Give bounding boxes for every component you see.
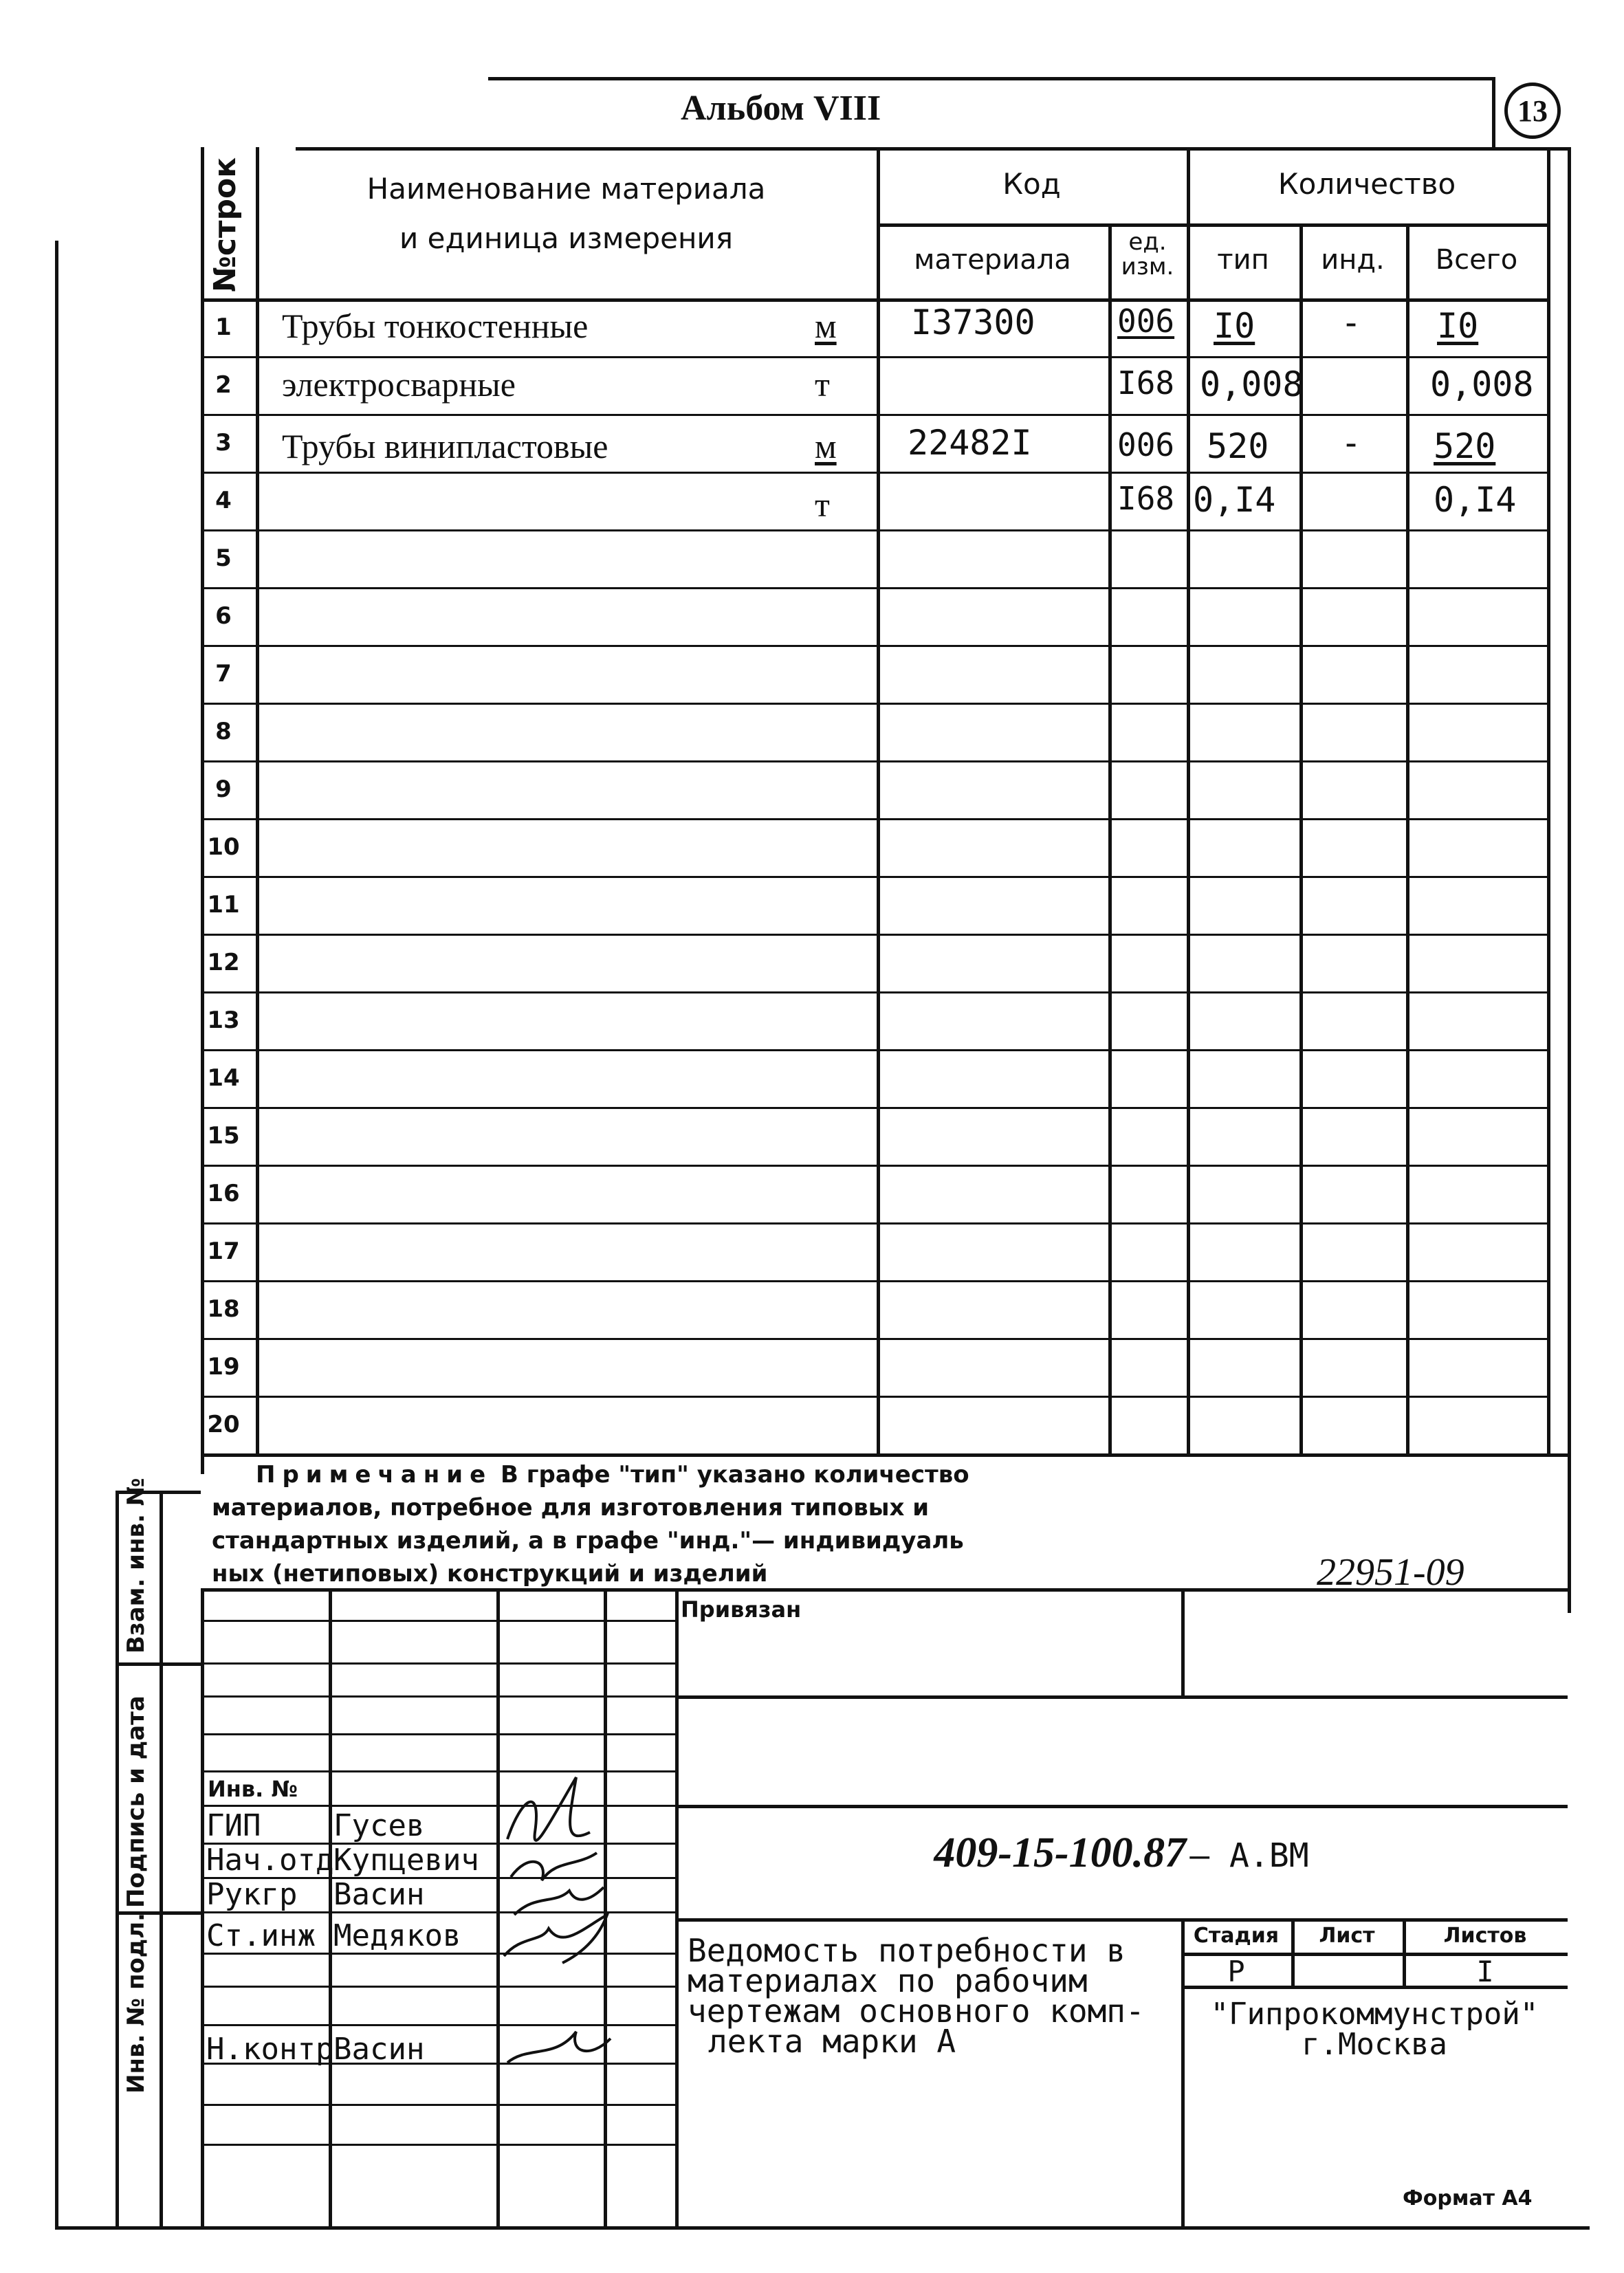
stage-label: Стадия [1193, 1924, 1280, 1948]
side-label-vzam: Взам. инв. № [122, 1478, 150, 1654]
tb-row-line [201, 2144, 675, 2146]
table-row-3-typ: 520 [1207, 426, 1269, 466]
col-code-divider [1187, 147, 1190, 1453]
table-row-line [201, 1049, 1547, 1051]
table-row-1-unit: м [815, 307, 837, 345]
tb-privyazan-bottom [675, 1695, 1568, 1699]
signer-row [206, 1918, 461, 1953]
col-material-divider [1108, 223, 1112, 1453]
inv-no-label: Инв. № [208, 1776, 298, 1802]
note-text-2: материалов, потребное для изготовления типовых и [212, 1494, 930, 1522]
note-text-3: стандартных изделий, а в графе "инд."— индивидуаль [212, 1527, 964, 1555]
signature-rukgr [514, 1887, 604, 1915]
tb-left-border [201, 1588, 204, 2226]
note-text-1: В графе "тип" указано количество [500, 1461, 969, 1489]
table-row-4-typ: 0,I4 [1193, 480, 1276, 520]
title-block-top-line [201, 1588, 1568, 1592]
sheet-number-circle [1504, 83, 1561, 139]
table-row-line [201, 1338, 1547, 1340]
table-row-line [201, 876, 1547, 878]
table-row-line [201, 645, 1547, 647]
note-label: Примечание [256, 1461, 493, 1489]
header-subdivider [877, 223, 1547, 227]
table-row-2-name: электросварные [282, 365, 516, 404]
table-row-line [201, 298, 1547, 302]
signer-role: Ст.инж [206, 1918, 316, 1953]
table-row-line [201, 1280, 1547, 1282]
header-top-line [488, 77, 1492, 80]
table-row-number: 16 [207, 1180, 240, 1207]
col-ind-divider [1406, 223, 1409, 1453]
table-row-line [201, 414, 1547, 416]
table-row-3-ind: - [1341, 423, 1362, 463]
table-row-line [201, 1222, 1547, 1225]
header-bottom-line [296, 147, 1568, 151]
signatures [494, 1757, 631, 2087]
privyazan-label: Привязан [681, 1596, 802, 1623]
frame-right-border [1568, 147, 1571, 1613]
table-row-line [201, 703, 1547, 705]
table-row-line [201, 934, 1547, 936]
signature-gip [507, 1777, 590, 1841]
col-code-unit-header: ед. изм. [1121, 228, 1174, 281]
description-line-4: лекта марки А [708, 2023, 956, 2060]
table-row-number: 17 [207, 1238, 240, 1265]
signer-name: Медяков [333, 1918, 461, 1953]
sheets-value: I [1476, 1955, 1494, 1988]
table-row-number: 9 [215, 776, 232, 803]
table-row-4-total: 0,I4 [1434, 480, 1517, 520]
signature-stinzh [504, 1915, 607, 1963]
table-row-3-name: Трубы винипластовые [282, 427, 608, 465]
side-strip-div-1 [116, 1662, 201, 1666]
organization [1181, 1999, 1568, 2060]
description [688, 1932, 1145, 2060]
table-row-line [201, 587, 1547, 589]
doc-code-suffix: — А.ВМ [1189, 1836, 1309, 1875]
table-right-border [1547, 147, 1550, 1453]
table-row-4-unit-code: I68 [1117, 480, 1175, 517]
col-typ-divider [1299, 223, 1303, 1453]
table-row-number: 8 [215, 718, 232, 745]
signer-role: Рукгр [206, 1877, 298, 1912]
table-row-number: 18 [207, 1295, 240, 1323]
table-row-number: 4 [215, 487, 232, 514]
table-row-line [201, 1396, 1547, 1398]
col-code-header: Код [1002, 167, 1061, 201]
org-line-1: "Гипрокоммунстрой" [1210, 1997, 1539, 2032]
signature-nachotd [511, 1853, 597, 1880]
table-row-number: 15 [207, 1122, 240, 1150]
col-name-header-line2: и единица измерения [399, 221, 733, 255]
table-row-number: 6 [215, 602, 232, 630]
tb-privyazan-divider [1181, 1588, 1185, 1695]
side-strip-left [116, 1491, 119, 2226]
table-row-number: 3 [215, 429, 232, 457]
table-row-number: 2 [215, 371, 232, 399]
table-row-3-material-code: 22482I [908, 423, 1032, 463]
page-left-border [55, 241, 58, 2228]
table-row-line [201, 760, 1547, 762]
tb-row-line [201, 2104, 675, 2106]
side-strip-right [160, 1491, 163, 2226]
table-row-number: 14 [207, 1064, 240, 1092]
table-left-border [201, 147, 204, 1474]
table-row-1-total: I0 [1437, 306, 1479, 346]
table-row-3-unit-code: 006 [1117, 426, 1175, 463]
signer-name: Купцевич [333, 1843, 479, 1878]
tb-code-top [675, 1805, 1568, 1808]
signer-role: Нач.отд [206, 1843, 334, 1878]
table-row-number: 12 [207, 949, 240, 976]
signer-name: Гусев [333, 1808, 425, 1843]
table-row-number: 20 [207, 1411, 240, 1438]
handwritten-number: 22951-09 [1317, 1551, 1464, 1594]
col-qty-header: Количество [1277, 167, 1456, 201]
col-name-divider [877, 147, 880, 1453]
table-row-line [201, 818, 1547, 820]
table-row-1-unit-code: 006 [1117, 303, 1175, 340]
signer-role: Н.контр [206, 2032, 334, 2067]
signer-row [206, 1808, 424, 1843]
tb-col-4 [675, 1588, 679, 2226]
table-row-line [201, 356, 1547, 358]
doc-code-block [675, 1829, 1568, 1878]
signature-nkontr [507, 2032, 611, 2063]
table-row-1-material-code: I37300 [911, 303, 1035, 342]
table-row-number: 11 [207, 891, 240, 919]
format-label: Формат А4 [1403, 2186, 1533, 2210]
table-row-line [201, 1107, 1547, 1109]
note-text-4: ных (нетиповых) конструкций и изделий [212, 1560, 768, 1588]
tb-row-line [201, 1733, 675, 1735]
album-label: Альбом VIII [681, 89, 881, 128]
stage-value: Р [1227, 1955, 1245, 1988]
signer-name: Васин [333, 1877, 425, 1912]
page-bottom-border [55, 2226, 1590, 2230]
table-row-line [201, 529, 1547, 531]
table-row-line [201, 1165, 1547, 1167]
note-line-1 [256, 1461, 969, 1489]
tb-row-line [201, 1620, 675, 1622]
table-row-1-typ: I0 [1214, 306, 1255, 346]
signer-row [206, 2032, 424, 2067]
signer-name: Васин [333, 2032, 425, 2067]
table-row-number: 13 [207, 1007, 240, 1034]
col-total-header: Всего [1435, 244, 1518, 276]
table-row-1-name: Трубы тонкостенные [282, 307, 589, 345]
table-row-2-unit-code: I68 [1117, 364, 1175, 402]
description-line-1: Ведомость потребности в [688, 1932, 1126, 1969]
table-row-number: 19 [207, 1353, 240, 1381]
tb-code-bottom [675, 1918, 1568, 1922]
table-row-1-ind: - [1341, 303, 1362, 342]
col-code-material-header: материала [914, 244, 1071, 276]
tb-row-line [201, 1662, 675, 1665]
table-row-number: 1 [215, 314, 232, 341]
sheet-box-divider [1492, 77, 1495, 147]
table-row-3-unit: м [815, 427, 837, 465]
doc-code: 409-15-100.87 [934, 1830, 1187, 1876]
table-row-number: 7 [215, 660, 232, 688]
table-row-4-unit: т [815, 485, 830, 524]
side-label-podpis: Подпись и дата [122, 1695, 150, 1908]
signer-row [206, 1877, 424, 1912]
side-label-inv-podl: Инв. № подл. [122, 1912, 150, 2094]
note-top-line [201, 1453, 1568, 1457]
signer-row [206, 1843, 479, 1878]
tb-row-line [201, 1695, 675, 1698]
col-ind-header: инд. [1321, 244, 1385, 276]
table-row-2-typ: 0,008 [1200, 364, 1304, 404]
table-row-line [201, 472, 1547, 474]
col-rownum-header: №строк [208, 157, 243, 292]
sheets-label: Листов [1443, 1924, 1527, 1948]
col-typ-header: тип [1217, 244, 1269, 276]
description-line-2: материалах по рабочим [688, 1962, 1088, 1999]
sheet-label: Лист [1319, 1924, 1375, 1948]
col-rownum-divider [256, 147, 259, 1453]
org-line-2: г.Москва [1302, 2027, 1447, 2062]
table-row-2-total: 0,008 [1430, 364, 1534, 404]
col-name-header-line1: Наименование материала [366, 172, 766, 206]
table-row-3-total: 520 [1434, 426, 1496, 466]
table-row-line [201, 991, 1547, 993]
table-row-2-unit: т [815, 365, 830, 404]
table-row-number: 10 [207, 833, 240, 861]
description-line-3: чертежам основного комп- [688, 1992, 1145, 2030]
sheet-number: 13 [1517, 94, 1548, 128]
signer-role: ГИП [206, 1808, 261, 1843]
table-row-number: 5 [215, 545, 232, 572]
